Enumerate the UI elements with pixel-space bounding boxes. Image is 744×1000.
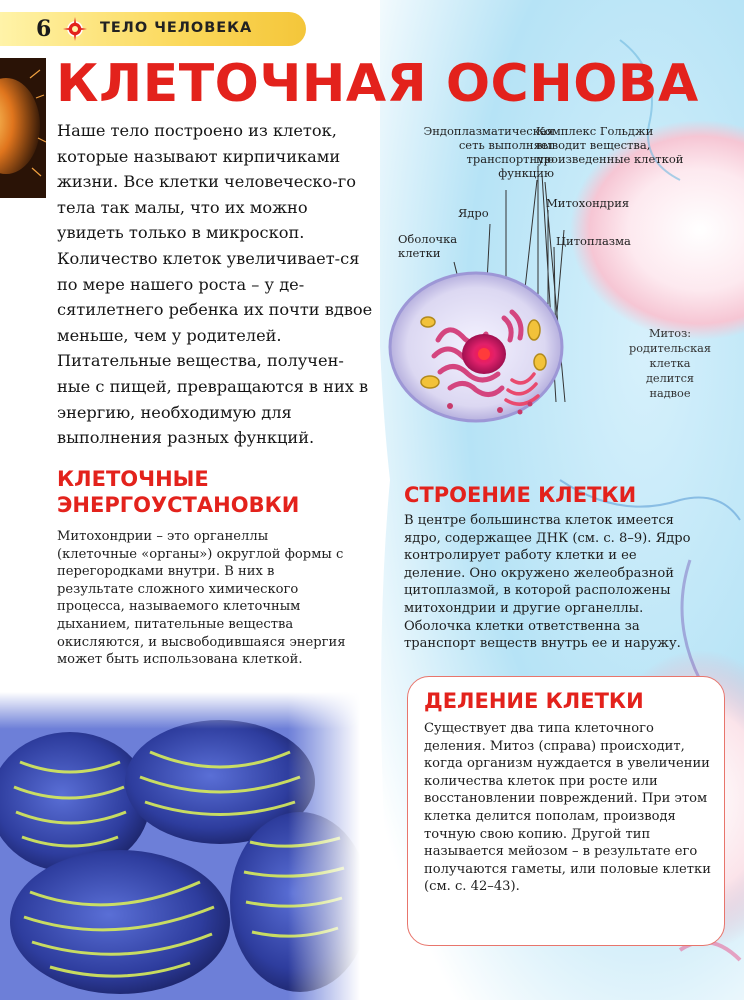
label-er-line3: транспортную bbox=[466, 152, 554, 166]
structure-title: СТРОЕНИЕ КЛЕТКИ bbox=[404, 483, 637, 507]
label-membrane bbox=[398, 232, 457, 260]
label-mitochondria: Митохондрия bbox=[546, 196, 630, 210]
energy-title bbox=[57, 466, 299, 518]
mitosis-caption-line1: Митоз: bbox=[648, 327, 692, 340]
division-text: Существует два типа клеточного деления. Митоз (справа) происходит, когда организм нуждается в увеличении количества клеток при росте или восстановлении повреждений. При этом клетка делится пополам, производя точную свою копию. Другой тип называется мейозом – в результате его получаются гаметы, или половые клетки (см. с. 42–43). bbox=[424, 721, 711, 895]
label-er-line2: сеть выполняет bbox=[458, 138, 554, 152]
energy-title-line2: ЭНЕРГОУСТАНОВКИ bbox=[57, 493, 300, 517]
mitochondria-photo bbox=[0, 692, 360, 1000]
mitosis-caption-line4: делится bbox=[645, 372, 695, 385]
energy-text: Митохондрии – это органеллы (клеточные «органы») округлой формы с перегородками внутри. В них в результате сложного химического процесса, называемого клеточным дыханием, питательные вещества окисляются, и высвободившаяся энергия может быть использована клеткой. bbox=[57, 529, 346, 668]
label-golgi-line2: выводит вещества, bbox=[536, 138, 651, 152]
label-er-line4: функцию bbox=[498, 166, 554, 180]
structure-text: В центре большинства клеток имеется ядро, содержащее ДНК (см. с. 8–9). Ядро контролирует работу клетки и ее деление. Оно окружено желеобразной цитоплазмой, в которой расположены митохондрии и другие органеллы. Оболочка клетки ответственна за транспорт веществ внутрь ее и наружу. bbox=[404, 513, 691, 652]
label-er-line1: Эндоплазматическая bbox=[423, 124, 554, 138]
label-membrane-line2: клетки bbox=[398, 246, 441, 260]
intro-paragraph: Наше тело построено из клеток, которые называют кирпичиками жизни. Все клетки человеческо-го тела так малы, что их можно увидеть только в микроскоп. Количество клеток увеличивает-ся по мере нашего роста – у де-сятилетнего ребенка их почти вдвое меньше, чем у родителей. Питательные вещества, получен-ные с пищей, превращаются в них в энергию, необходимую для выполнения разных функций. bbox=[57, 121, 373, 448]
label-membrane-line1: Оболочка bbox=[398, 232, 458, 246]
mitosis-caption-line3: клетка bbox=[649, 357, 691, 370]
page-number: 6 bbox=[36, 16, 52, 42]
mitosis-caption-line2: родительская bbox=[628, 342, 712, 355]
page-title: КЛЕТОЧНАЯ ОСНОВА bbox=[56, 54, 699, 114]
division-title: ДЕЛЕНИЕ КЛЕТКИ bbox=[424, 689, 644, 713]
label-golgi-line1: Комплекс Гольджи bbox=[536, 124, 654, 138]
mitosis-caption bbox=[620, 326, 720, 401]
label-cytoplasm: Цитоплазма bbox=[556, 234, 631, 248]
label-golgi-line3: произведенные клеткой bbox=[536, 152, 684, 166]
mitosis-caption-line5: надвое bbox=[649, 387, 691, 400]
label-golgi bbox=[536, 124, 706, 166]
section-label: ТЕЛО ЧЕЛОВЕКА bbox=[100, 20, 253, 36]
compass-star-icon bbox=[62, 16, 88, 42]
label-er bbox=[394, 124, 554, 180]
label-nucleus: Ядро bbox=[458, 206, 489, 220]
energy-title-line1: КЛЕТОЧНЫЕ bbox=[57, 467, 209, 491]
cell-photo-thumbnail bbox=[0, 58, 46, 198]
cell-diagram bbox=[380, 112, 684, 464]
